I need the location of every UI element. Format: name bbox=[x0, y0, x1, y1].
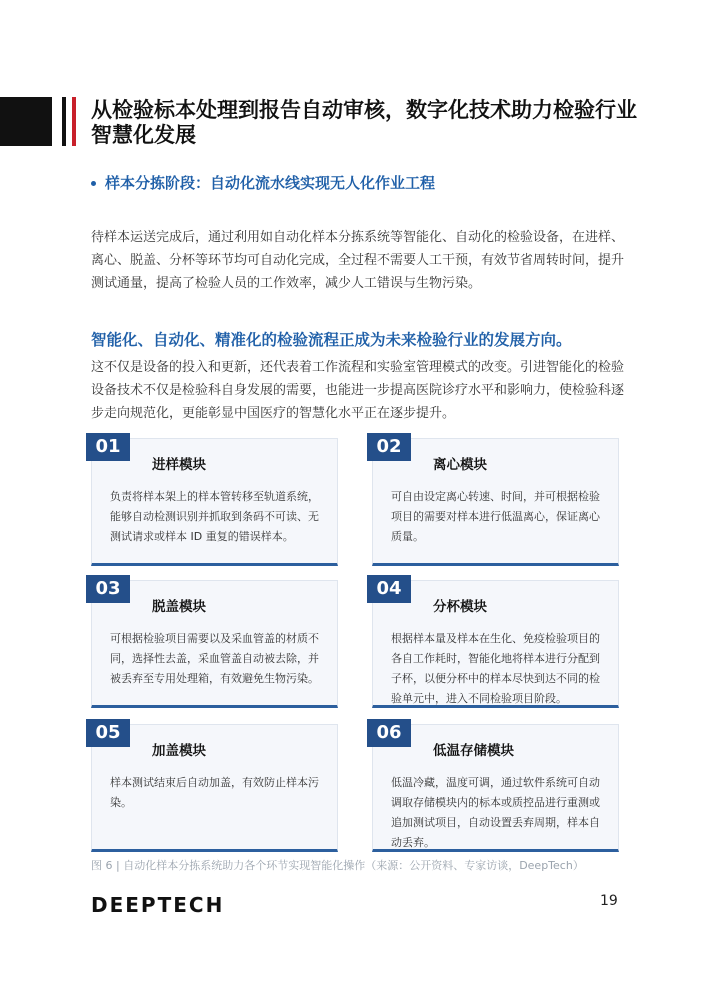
module-card bbox=[372, 724, 619, 852]
module-card bbox=[91, 724, 338, 852]
module-number: 04 bbox=[367, 575, 411, 603]
module-number: 01 bbox=[86, 433, 130, 461]
header-black-bar bbox=[62, 97, 66, 146]
module-number: 02 bbox=[367, 433, 411, 461]
figure-caption: 图 6 | 自动化样本分拣系统助力各个环节实现智能化操作（来源：公开资料、专家访谈，DeepTech） bbox=[91, 859, 584, 872]
body-paragraph: 这不仅是设备的投入和更新，还代表着工作流程和实验室管理模式的改变。引进智能化的检验设备技术不仅是检验科自身发展的需要，也能进一步提高医院诊疗水平和影响力，使检验科逐步走向规范化，更能彰显中国医疗的智慧化水平正在逐步提升。 bbox=[91, 360, 625, 421]
module-title: 进样模块 bbox=[152, 457, 206, 473]
page-title: 从检验标本处理到报告自动审核，数字化技术助力检验行业智慧化发展 bbox=[91, 98, 637, 147]
module-description: 低温冷藏，温度可调，通过软件系统可自动调取存储模块内的标本或质控品进行重测或追加测试项目，自动设置丢弃周期，样本自动丢弃。 bbox=[391, 776, 600, 849]
intro-paragraph: 待样本运送完成后，通过利用如自动化样本分拣系统等智能化、自动化的检验设备，在进样、离心、脱盖、分杯等环节均可自动化完成，全过程不需要人工干预，有效节省周转时间，提升测试通量，提高了检验人员的工作效率，减少人工错误与生物污染。 bbox=[91, 230, 625, 291]
header-black-block bbox=[0, 97, 52, 146]
module-card bbox=[91, 580, 338, 708]
emphasis-heading: 智能化、自动化、精准化的检验流程正成为未来检验行业的发展方向。 bbox=[91, 331, 572, 349]
bullet-dot bbox=[91, 181, 96, 186]
module-description: 根据样本量及样本在生化、免疫检验项目的各自工作耗时，智能化地将样本进行分配到子杯，以便分杯中的样本尽快到达不同的检验单元中，进入不同检验项目阶段。 bbox=[391, 632, 600, 705]
module-description: 负责将样本架上的样本管转移至轨道系统，能够自动检测识别并抓取到条码不可读、无测试请求或样本 ID 重复的错误样本。 bbox=[110, 490, 319, 543]
module-title: 离心模块 bbox=[433, 457, 487, 473]
module-description: 样本测试结束后自动加盖，有效防止样本污染。 bbox=[110, 776, 319, 809]
module-number: 05 bbox=[86, 719, 130, 747]
module-number: 06 bbox=[367, 719, 411, 747]
module-description: 可根据检验项目需要以及采血管盖的材质不同，选择性去盖，采血管盖自动被去除，并被丢弃至专用处理箱，有效避免生物污染。 bbox=[110, 632, 319, 685]
header-red-bar bbox=[72, 97, 76, 146]
page-number: 19 bbox=[600, 893, 618, 909]
deeptech-logo: DEEPTECH bbox=[91, 893, 225, 917]
module-card bbox=[372, 438, 619, 566]
module-title: 加盖模块 bbox=[152, 743, 206, 759]
section-subtitle-text: 样本分拣阶段：自动化流水线实现无人化作业工程 bbox=[105, 174, 436, 192]
module-card bbox=[91, 438, 338, 566]
module-card bbox=[372, 580, 619, 708]
module-title: 脱盖模块 bbox=[152, 599, 206, 615]
module-title: 低温存储模块 bbox=[433, 743, 514, 759]
module-number: 03 bbox=[86, 575, 130, 603]
section-subtitle bbox=[91, 172, 435, 193]
module-description: 可自由设定离心转速、时间，并可根据检验项目的需要对样本进行低温离心，保证离心质量。 bbox=[391, 490, 600, 543]
module-title: 分杯模块 bbox=[433, 599, 487, 615]
